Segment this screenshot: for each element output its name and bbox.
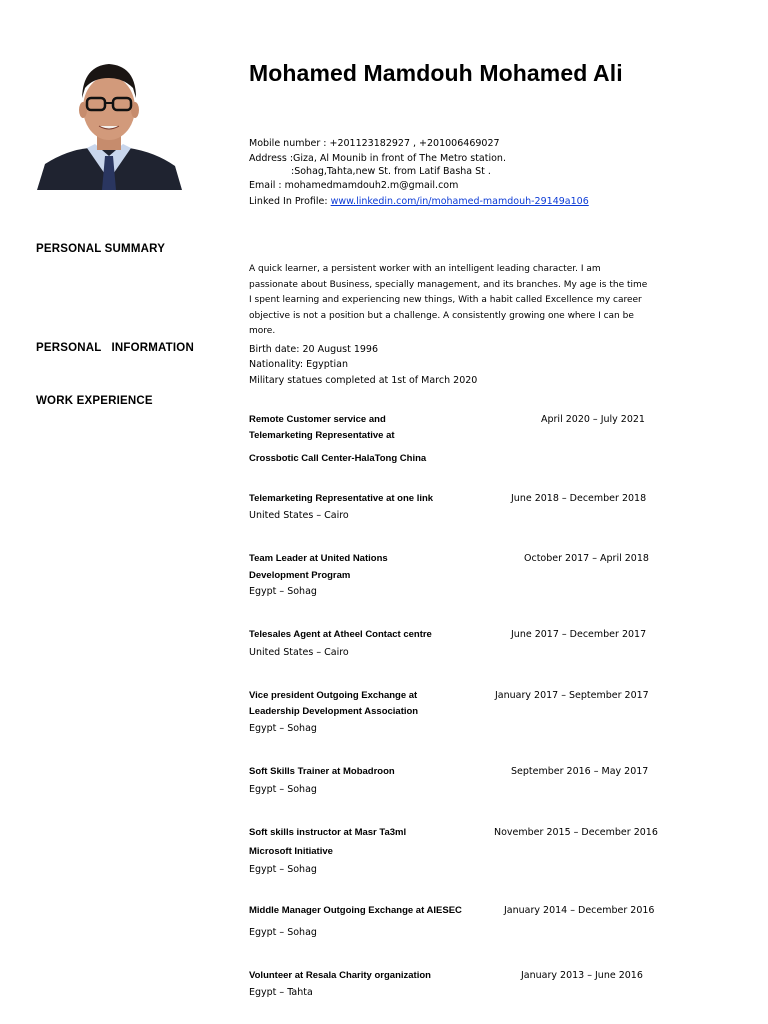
job-location: Egypt – Sohag bbox=[249, 864, 317, 875]
job-location: Egypt – Sohag bbox=[249, 723, 317, 734]
job-location: United States – Cairo bbox=[249, 510, 349, 521]
job-title-line: Crossbotic Call Center-HalaTong China bbox=[249, 453, 427, 464]
job-title-line: Telesales Agent at Atheel Contact centre bbox=[249, 629, 432, 640]
info-nationality: Nationality: Egyptian bbox=[249, 359, 348, 370]
job-title-line: Soft skills instructor at Masr Ta3ml bbox=[249, 827, 407, 838]
portrait-illustration bbox=[37, 52, 182, 190]
section-heading-summary: PERSONAL SUMMARY bbox=[36, 243, 166, 255]
contact-address-2: :Sohag,Tahta,new St. from Latif Basha St . bbox=[291, 166, 491, 177]
contact-address-1: Address :Giza, Al Mounib in front of The Metro station. bbox=[249, 153, 506, 164]
job-title-line: Team Leader at United Nations bbox=[249, 553, 388, 564]
job-dates: November 2015 – December 2016 bbox=[494, 827, 658, 838]
candidate-name: Mohamed Mamdouh Mohamed Ali bbox=[249, 60, 623, 86]
job-location: Egypt – Sohag bbox=[249, 784, 317, 795]
job-location: Egypt – Sohag bbox=[249, 927, 317, 938]
job-location: United States – Cairo bbox=[249, 647, 349, 658]
linkedin-link[interactable]: www.linkedin.com/in/mohamed-mamdouh-29149a106 bbox=[330, 196, 589, 207]
job-dates: January 2017 – September 2017 bbox=[495, 690, 649, 701]
summary-paragraph: A quick learner, a persistent worker with an intelligent leading character. I am passionate about Business, specially management, and its branches. My age is the time I spent learning and experiencing new things, With a habit called Excellence my career objective is not a position but a challenge. A consistently growing one where I can be more. bbox=[249, 264, 648, 336]
contact-linkedin bbox=[249, 194, 589, 209]
job-location: Egypt – Tahta bbox=[249, 987, 313, 998]
info-military: Military statues completed at 1st of March 2020 bbox=[249, 375, 478, 386]
job-dates: June 2017 – December 2017 bbox=[511, 629, 647, 640]
job-dates: April 2020 – July 2021 bbox=[541, 414, 645, 425]
job-title-line: Leadership Development Association bbox=[249, 706, 419, 717]
section-heading-info: PERSONAL INFORMATION bbox=[36, 342, 194, 354]
section-heading-work: WORK EXPERIENCE bbox=[36, 395, 153, 407]
job-title-line: Soft Skills Trainer at Mobadroon bbox=[249, 766, 395, 777]
job-dates: January 2013 – June 2016 bbox=[521, 970, 643, 981]
job-title-line: Middle Manager Outgoing Exchange at AIESEC bbox=[249, 905, 462, 916]
profile-photo bbox=[37, 52, 182, 190]
job-title-line: Development Program bbox=[249, 570, 351, 581]
contact-email: Email : mohamedmamdouh2.m@gmail.com bbox=[249, 180, 459, 191]
job-title-line: Microsoft Initiative bbox=[249, 846, 333, 857]
job-dates: October 2017 – April 2018 bbox=[524, 553, 649, 564]
job-title-line: Remote Customer service and bbox=[249, 414, 386, 425]
linkedin-label: Linked In Profile: bbox=[249, 196, 331, 207]
contact-mobile: Mobile number : +201123182927 , +201006469027 bbox=[249, 138, 500, 149]
job-title-line: Vice president Outgoing Exchange at bbox=[249, 690, 418, 701]
job-dates: January 2014 – December 2016 bbox=[504, 905, 655, 916]
job-location: Egypt – Sohag bbox=[249, 586, 317, 597]
job-title-line: Volunteer at Resala Charity organization bbox=[249, 970, 431, 981]
info-birth-date: Birth date: 20 August 1996 bbox=[249, 344, 379, 355]
job-dates: September 2016 – May 2017 bbox=[511, 766, 649, 777]
job-title-line: Telemarketing Representative at bbox=[249, 430, 395, 441]
job-dates: June 2018 – December 2018 bbox=[511, 493, 647, 504]
job-title-line: Telemarketing Representative at one link bbox=[249, 493, 434, 504]
